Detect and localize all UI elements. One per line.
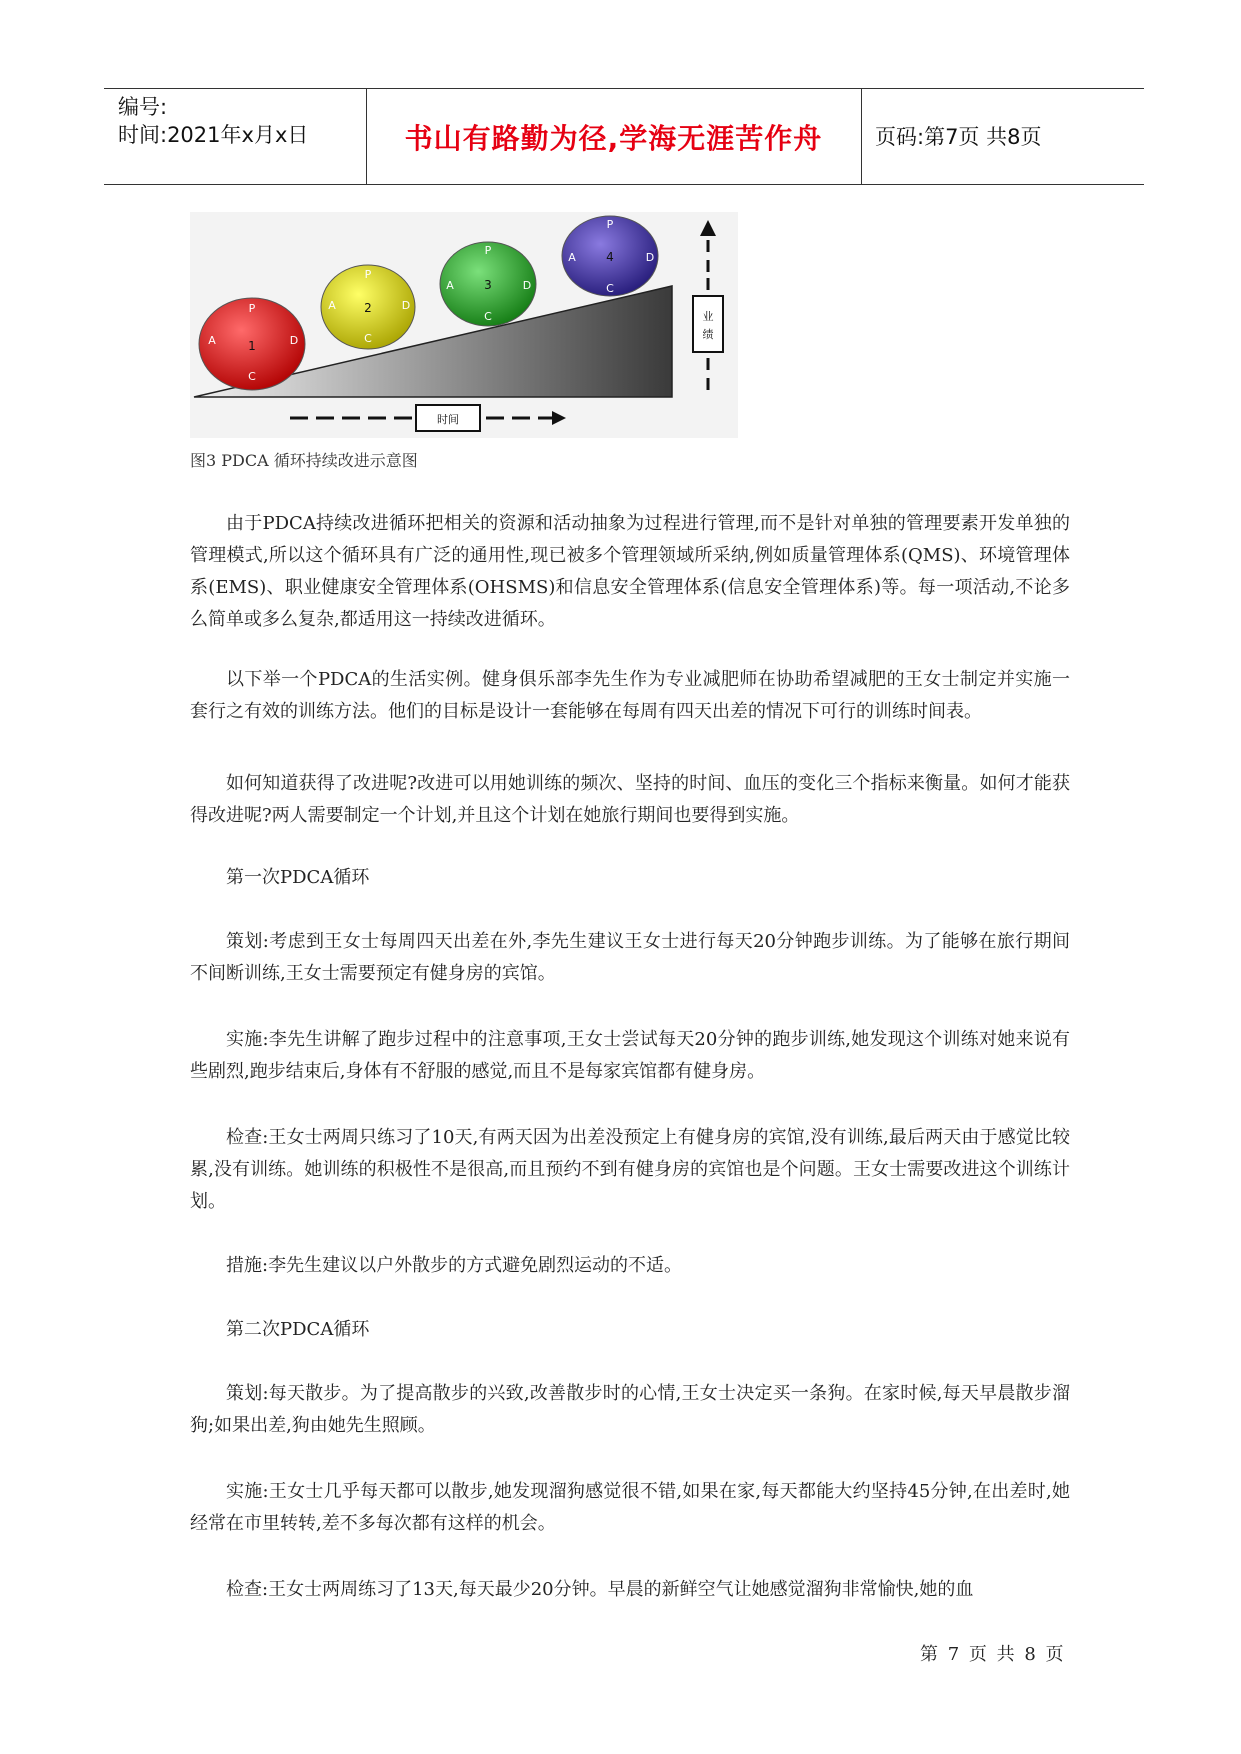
paragraph-check-1: 检查:王女士两周只练习了10天,有两天因为出差没预定上有健身房的宾馆,没有训练,最后两天由于感觉比较累,没有训练。她训练的积极性不是很高,而且预约不到有健身房的宾馆也是个问题。王女士需要改进这个训练计划。 bbox=[190, 1127, 1070, 1212]
pdca-circle-4 bbox=[562, 216, 658, 296]
svg-text:A: A bbox=[208, 334, 216, 347]
header-page-label: 页码:第7页 共8页 bbox=[875, 125, 1042, 149]
svg-text:D: D bbox=[522, 279, 532, 292]
svg-text:P: P bbox=[248, 302, 256, 315]
svg-text:1: 1 bbox=[248, 339, 256, 353]
svg-text:D: D bbox=[289, 334, 299, 347]
svg-text:D: D bbox=[401, 299, 411, 312]
svg-text:P: P bbox=[484, 244, 492, 257]
header-page-cell bbox=[861, 89, 1144, 184]
page-footer: 第 7 页 共 8 页 bbox=[920, 1644, 1066, 1665]
pdca-circle-3 bbox=[440, 242, 536, 326]
svg-text:A: A bbox=[568, 251, 576, 264]
document-time-label: 时间:2021年x月x日 bbox=[118, 123, 309, 147]
svg-text:3: 3 bbox=[484, 278, 492, 292]
paragraph-do-2: 实施:王女士几乎每天都可以散步,她发现溜狗感觉很不错,如果在家,每天都能大约坚持45分钟,在出差时,她经常在市里转转,差不多每次都有这样的机会。 bbox=[190, 1481, 1070, 1534]
paragraph-improvement-question: 如何知道获得了改进呢?改进可以用她训练的频次、坚持的时间、血压的变化三个指标来衡量。如何才能获得改进呢?两人需要制定一个计划,并且这个计划在她旅行期间也要得到实施。 bbox=[190, 773, 1070, 826]
pdca-circle-2 bbox=[321, 265, 415, 349]
svg-text:D: D bbox=[645, 251, 655, 264]
document-number-label: 编号: bbox=[118, 95, 168, 119]
svg-text:C: C bbox=[364, 332, 372, 345]
header-motto-cell bbox=[366, 89, 862, 184]
time-label: 时间 bbox=[437, 413, 459, 426]
svg-text:C: C bbox=[248, 370, 256, 383]
svg-text:P: P bbox=[364, 268, 372, 281]
svg-text:2: 2 bbox=[364, 301, 372, 315]
svg-text:A: A bbox=[446, 279, 454, 292]
paragraph-example-intro: 以下举一个PDCA的生活实例。健身俱乐部李先生作为专业减肥师在协助希望减肥的王女士制定并实施一套行之有效的训练方法。他们的目标是设计一套能够在每周有四天出差的情况下可行的训练时间表。 bbox=[190, 669, 1070, 722]
svg-text:P: P bbox=[606, 218, 614, 231]
svg-text:4: 4 bbox=[606, 250, 614, 264]
paragraph-plan-2: 策划:每天散步。为了提高散步的兴致,改善散步时的心情,王女士决定买一条狗。在家时候,每天早晨散步溜狗;如果出差,狗由她先生照顾。 bbox=[190, 1383, 1070, 1436]
header-left-cell bbox=[104, 89, 367, 184]
paragraph-check-2: 检查:王女士两周练习了13天,每天最少20分钟。早晨的新鲜空气让她感觉溜狗非常愉快,她的血 bbox=[226, 1579, 974, 1600]
heading-first-cycle: 第一次PDCA循环 bbox=[226, 867, 370, 888]
pdca-figure bbox=[190, 212, 738, 438]
svg-text:C: C bbox=[606, 282, 614, 295]
paragraph-plan-1: 策划:考虑到王女士每周四天出差在外,李先生建议王女士进行每天20分钟跑步训练。为了能够在旅行期间不间断训练,王女士需要预定有健身房的宾馆。 bbox=[190, 931, 1070, 984]
page-header bbox=[104, 88, 1144, 185]
header-motto: 书山有路勤为径,学海无涯苦作舟 bbox=[404, 122, 823, 155]
performance-label-1: 业 bbox=[702, 310, 714, 323]
paragraph-do-1: 实施:李先生讲解了跑步过程中的注意事项,王女士尝试每天20分钟的跑步训练,她发现这个训练对她来说有些剧烈,跑步结束后,身体有不舒服的感觉,而且不是每家宾馆都有健身房。 bbox=[190, 1029, 1070, 1082]
pdca-circle-1 bbox=[199, 298, 305, 390]
paragraph-pdca-generality: 由于PDCA持续改进循环把相关的资源和活动抽象为过程进行管理,而不是针对单独的管理要素开发单独的管理模式,所以这个循环具有广泛的通用性,现已被多个管理领域所采纳,例如质量管理体系(QMS)、环境管理体系(EMS)、职业健康安全管理体系(OHSMS)和信息安全管理体系(信息安全管理体系)等。每一项活动,不论多么简单或多么复杂,都适用这一持续改进循环。 bbox=[190, 513, 1070, 630]
svg-text:C: C bbox=[484, 310, 492, 323]
performance-label-2: 绩 bbox=[702, 328, 714, 341]
svg-text:A: A bbox=[328, 299, 336, 312]
paragraph-act-1: 措施:李先生建议以户外散步的方式避免剧烈运动的不适。 bbox=[226, 1255, 683, 1276]
figure-caption: 图3 PDCA 循环持续改进示意图 bbox=[190, 451, 418, 470]
heading-second-cycle: 第二次PDCA循环 bbox=[226, 1319, 370, 1340]
performance-label-box bbox=[693, 296, 723, 352]
